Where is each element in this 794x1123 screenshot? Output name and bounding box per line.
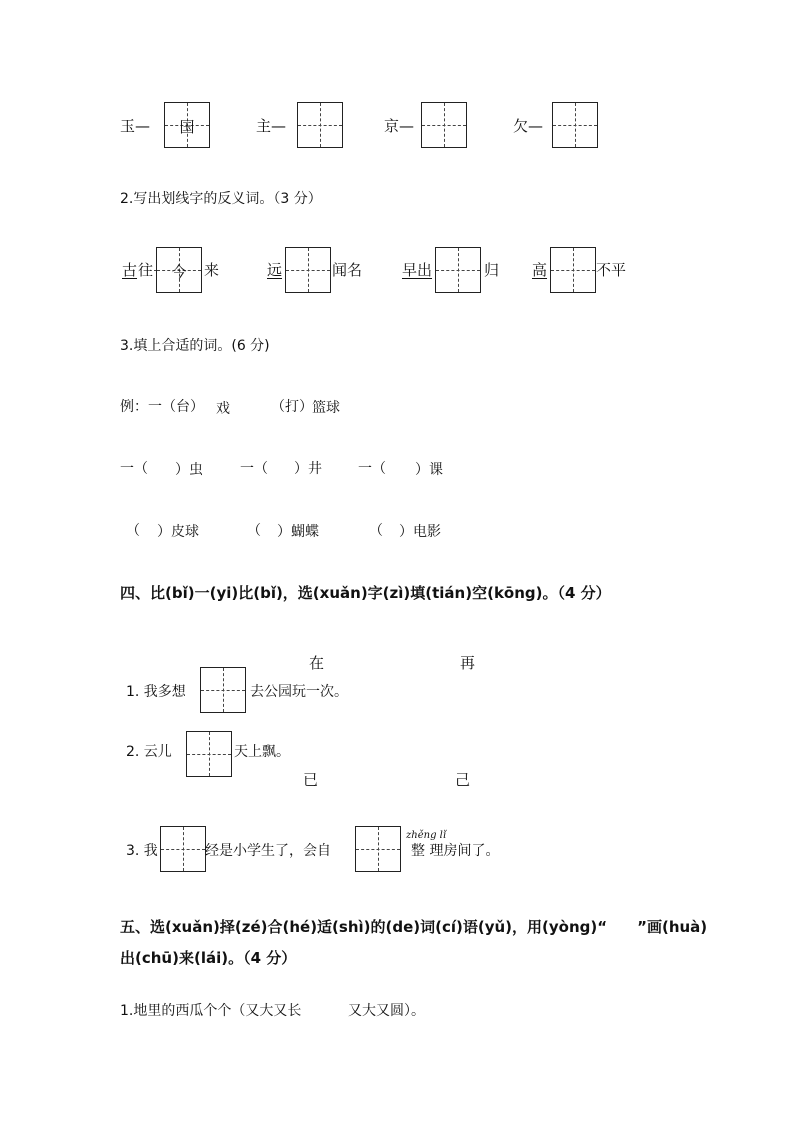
answer-box-3[interactable] bbox=[421, 102, 467, 148]
s1-answer-box[interactable] bbox=[200, 667, 246, 713]
s3-pre: 3. 我 bbox=[126, 843, 158, 859]
q2-underlined-char: 远 bbox=[267, 261, 283, 279]
answer-box-4[interactable] bbox=[552, 102, 598, 148]
s3-answer-box-1[interactable] bbox=[160, 826, 206, 872]
q3-example-d: 篮球 bbox=[312, 400, 340, 416]
q2-box-2[interactable] bbox=[285, 247, 331, 293]
q2-underlined-char: 古 bbox=[122, 261, 138, 279]
section-5-title-line1: 五、选(xuǎn)择(zé)合(hé)适(shì)的(de)词(cí)语(yǔ)，用(yòng)“ ”画(huà) bbox=[120, 918, 708, 936]
choice-ji-self: 己 bbox=[455, 771, 471, 789]
s1-pre: 1. 我多想 bbox=[126, 684, 186, 700]
choice-zai-again: 再 bbox=[460, 654, 476, 672]
pinyin-annotation: zhěng lǐ bbox=[406, 830, 447, 841]
section-5-title-line2: 出(chū)来(lái)。（4 分） bbox=[120, 949, 297, 967]
q2-box-4[interactable] bbox=[550, 247, 596, 293]
s2-pre: 2. 云儿 bbox=[126, 744, 172, 760]
q3-example-c: （打） bbox=[271, 399, 313, 415]
answer-box-1[interactable] bbox=[164, 102, 210, 148]
s1-post: 去公园玩一次。 bbox=[250, 684, 348, 700]
answer-box-text: 国 bbox=[179, 118, 195, 136]
q3-blank-pre: （ bbox=[247, 523, 261, 539]
s2-post: 天上飘。 bbox=[234, 744, 290, 760]
section-4-title: 四、比(bǐ)一(yi)比(bǐ)，选(xuǎn)字(zì)填(tián)空(kōng)。（4 分） bbox=[120, 584, 611, 602]
row1-label-1: 玉— bbox=[120, 117, 151, 135]
row1-label-2: 主— bbox=[256, 117, 287, 135]
q3-blank-post: ）课 bbox=[415, 462, 443, 478]
s2-answer-box[interactable] bbox=[186, 731, 232, 777]
q2-box-1[interactable] bbox=[156, 247, 202, 293]
q3-blank-pre: （ bbox=[126, 523, 140, 539]
s3-answer-box-2[interactable] bbox=[355, 826, 401, 872]
row1-label-4: 欠— bbox=[513, 117, 544, 135]
s3-post: 整 理房间了。 bbox=[411, 843, 500, 859]
s5-q1-pre: 1.地里的西瓜个个（又大又长 bbox=[120, 1003, 302, 1019]
q2-box-text: 今 bbox=[171, 263, 187, 281]
q3-blank-post: ）电影 bbox=[399, 524, 441, 540]
q3-blank-post: ）井 bbox=[294, 461, 322, 477]
choice-yi-already: 已 bbox=[303, 771, 319, 789]
q3-blank-pre: 一（ bbox=[358, 461, 386, 477]
q3-blank-pre: 一（ bbox=[120, 461, 148, 477]
s5-q1-post: 又大又圆）。 bbox=[348, 1003, 425, 1019]
q3-blank-pre: （ bbox=[369, 523, 383, 539]
q2-text: 往 bbox=[138, 261, 154, 279]
q2-text: 不平 bbox=[596, 261, 627, 279]
q2-text: 闻名 bbox=[332, 261, 363, 279]
q3-title: 3.填上合适的词。(6 分) bbox=[120, 338, 270, 354]
q3-example-a: 例：一（台） bbox=[120, 399, 204, 415]
q2-text: 来 bbox=[204, 261, 220, 279]
row1-label-3: 京— bbox=[384, 117, 415, 135]
s3-mid: 经是小学生了，会自 bbox=[205, 843, 331, 859]
q3-blank-post: ）蝴蝶 bbox=[277, 524, 319, 540]
q2-underlined-char: 高 bbox=[532, 261, 548, 279]
q2-underlined-text: 早出 bbox=[402, 261, 433, 279]
q2-title: 2.写出划线字的反义词。（3 分） bbox=[120, 191, 322, 207]
choice-zai: 在 bbox=[309, 654, 325, 672]
q3-blank-pre: 一（ bbox=[240, 461, 268, 477]
q3-example-b: 戏 bbox=[216, 401, 230, 417]
q3-blank-post: ）皮球 bbox=[157, 524, 199, 540]
q2-box-3[interactable] bbox=[435, 247, 481, 293]
q3-blank-post: ）虫 bbox=[175, 462, 203, 478]
answer-box-2[interactable] bbox=[297, 102, 343, 148]
q2-text: 归 bbox=[484, 261, 500, 279]
